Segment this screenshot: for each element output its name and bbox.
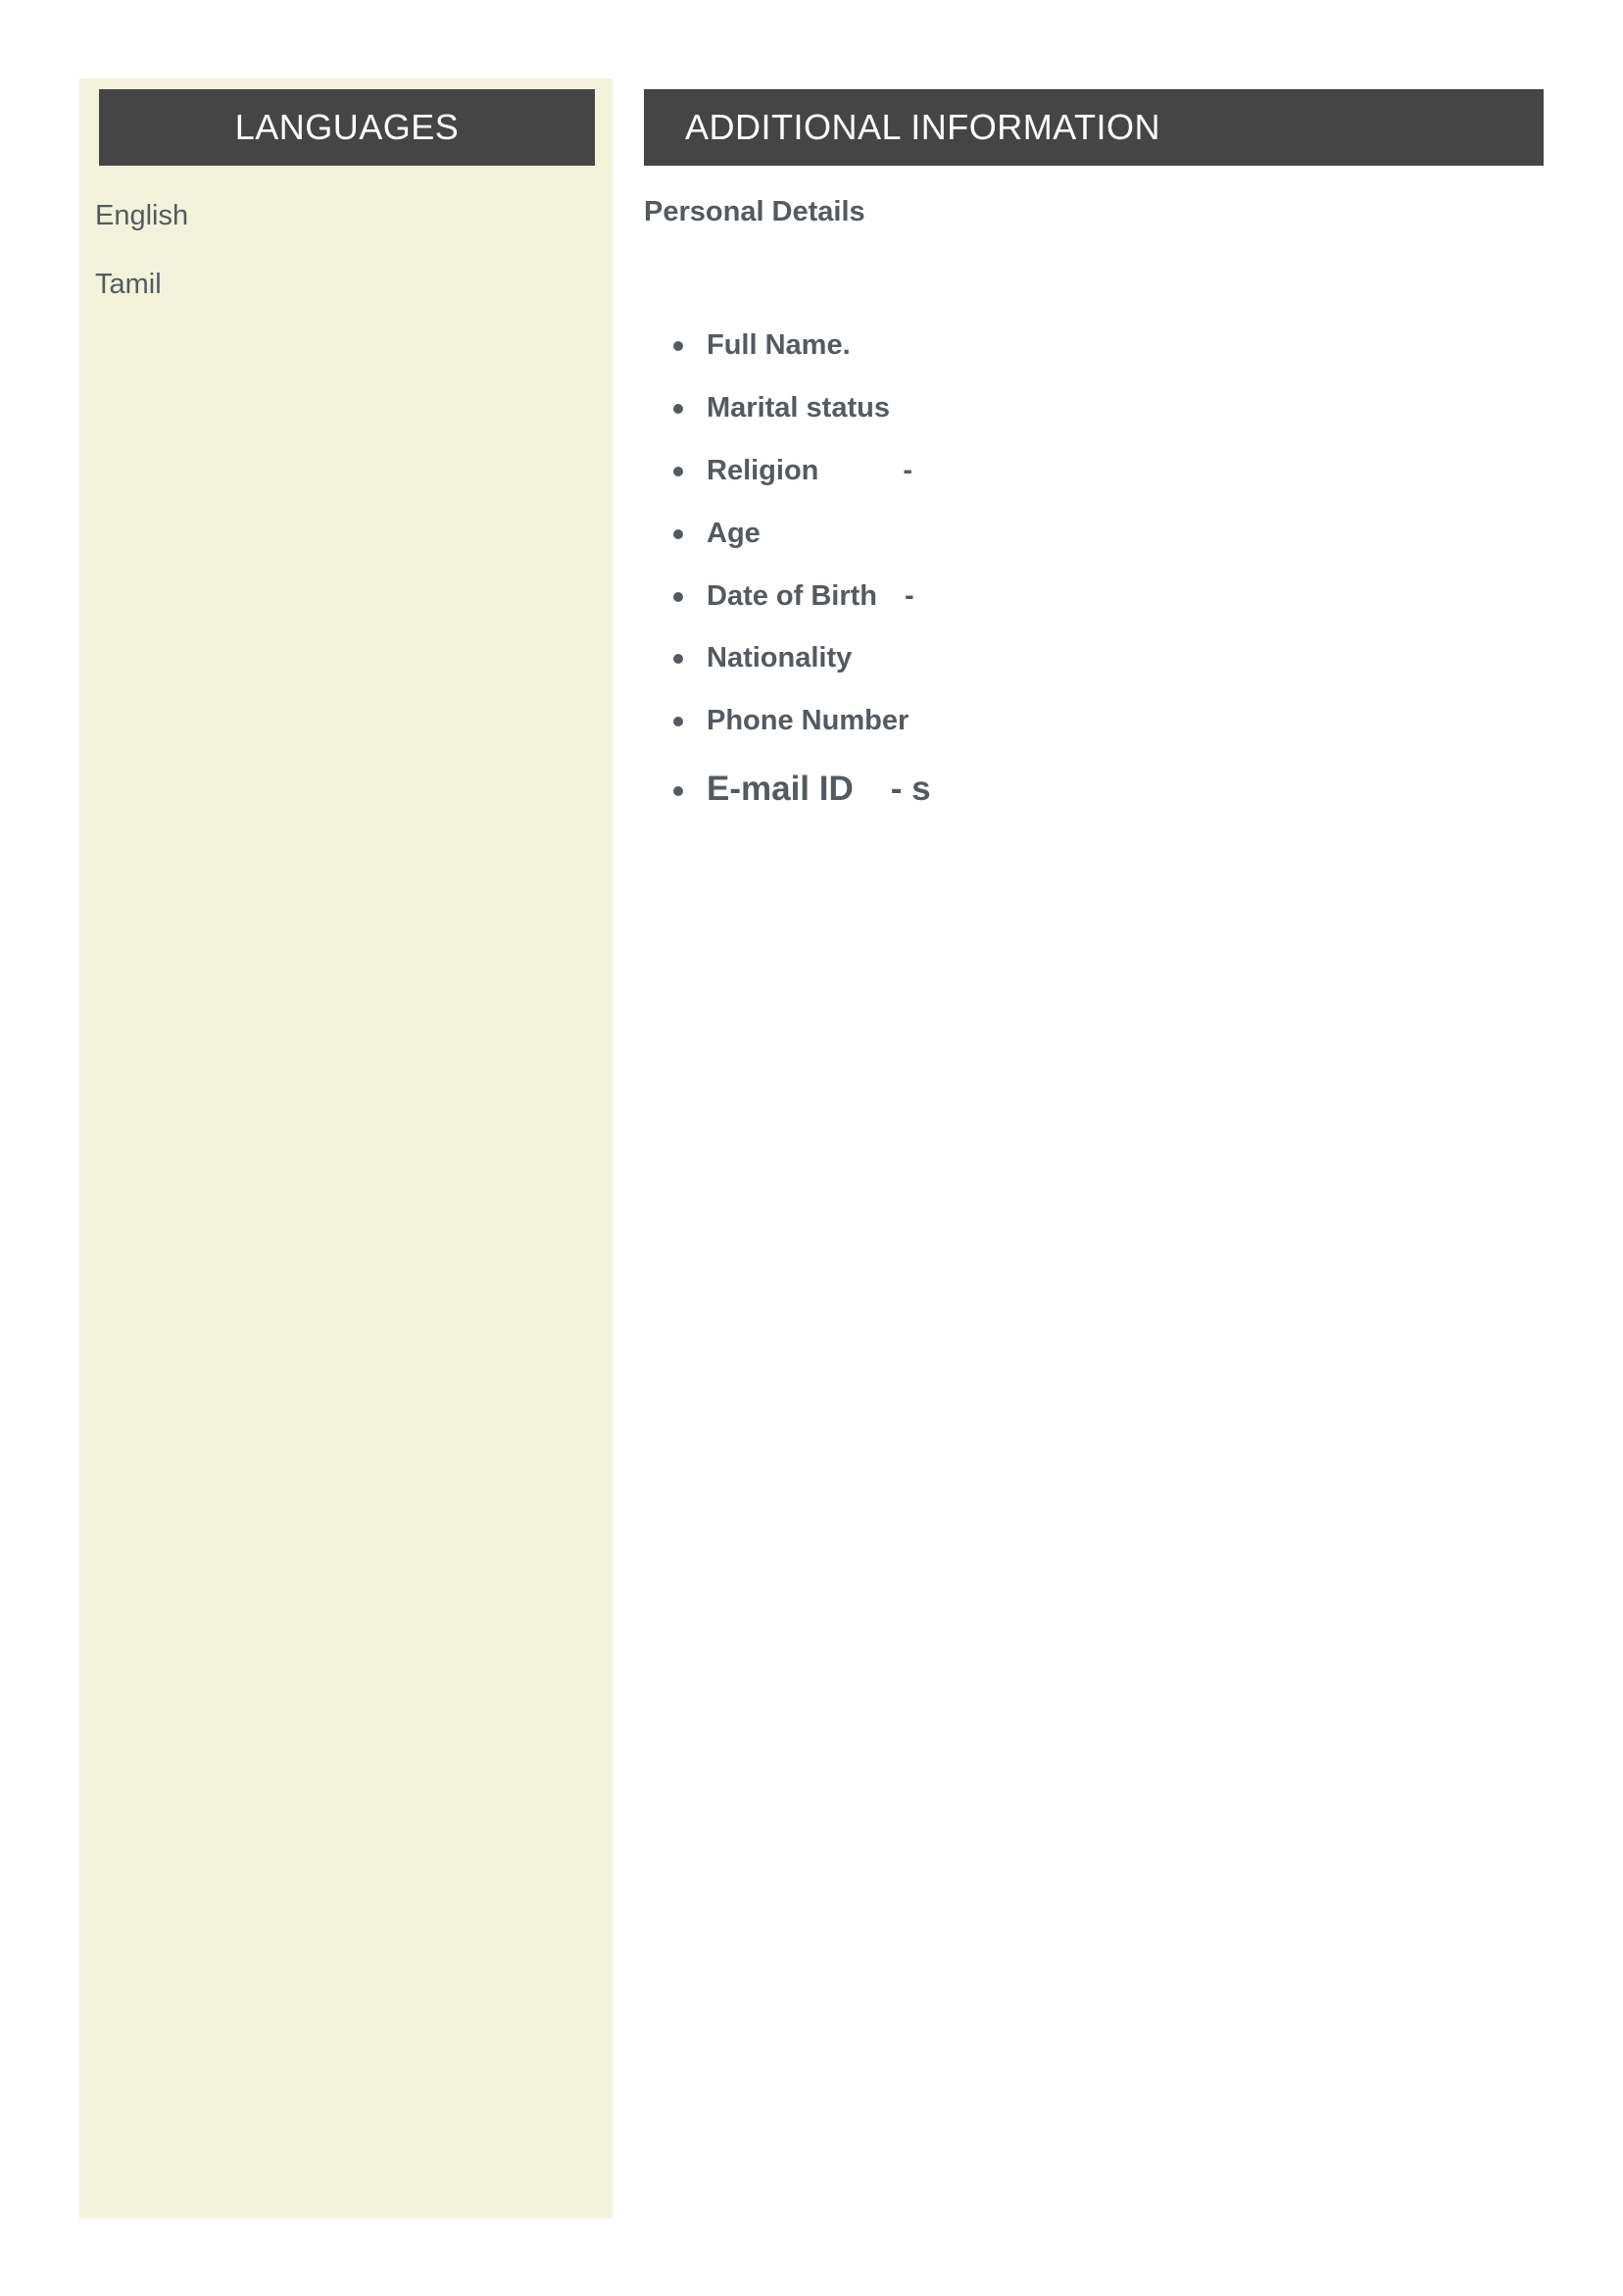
detail-religion [644, 455, 912, 487]
detail-separator: - [903, 455, 913, 486]
detail-label: Religion [707, 455, 819, 486]
detail-nationality [644, 642, 852, 674]
detail-full-name [644, 329, 851, 362]
detail-separator: - [905, 580, 914, 612]
personal-details-subheading: Personal Details [644, 196, 865, 227]
languages-heading: LANGUAGES [99, 89, 595, 166]
language-item-english: English [95, 200, 189, 231]
bullet-icon [673, 529, 707, 539]
detail-label: Date of Birth [707, 580, 877, 612]
detail-separator: - s [890, 770, 931, 808]
bullet-icon [673, 654, 707, 664]
detail-age [644, 518, 761, 550]
bullet-icon [673, 341, 707, 351]
detail-email-id [644, 770, 931, 809]
language-item-tamil: Tamil [95, 269, 162, 300]
detail-label: E-mail ID [707, 770, 854, 808]
additional-information-title: ADDITIONAL INFORMATION [685, 107, 1161, 147]
detail-marital-status [644, 392, 890, 424]
detail-date-of-birth [644, 580, 914, 613]
detail-label: Phone Number [707, 705, 910, 736]
bullet-icon [673, 592, 707, 602]
detail-label: Marital status [707, 392, 890, 424]
detail-label: Nationality [707, 642, 853, 674]
bullet-icon [673, 717, 707, 726]
detail-phone-number [644, 705, 909, 737]
detail-label: Age [707, 518, 761, 549]
bullet-icon [673, 467, 707, 476]
bullet-icon [673, 404, 707, 414]
sidebar [79, 78, 613, 2219]
bullet-icon [673, 786, 707, 796]
detail-label: Full Name. [707, 329, 851, 361]
